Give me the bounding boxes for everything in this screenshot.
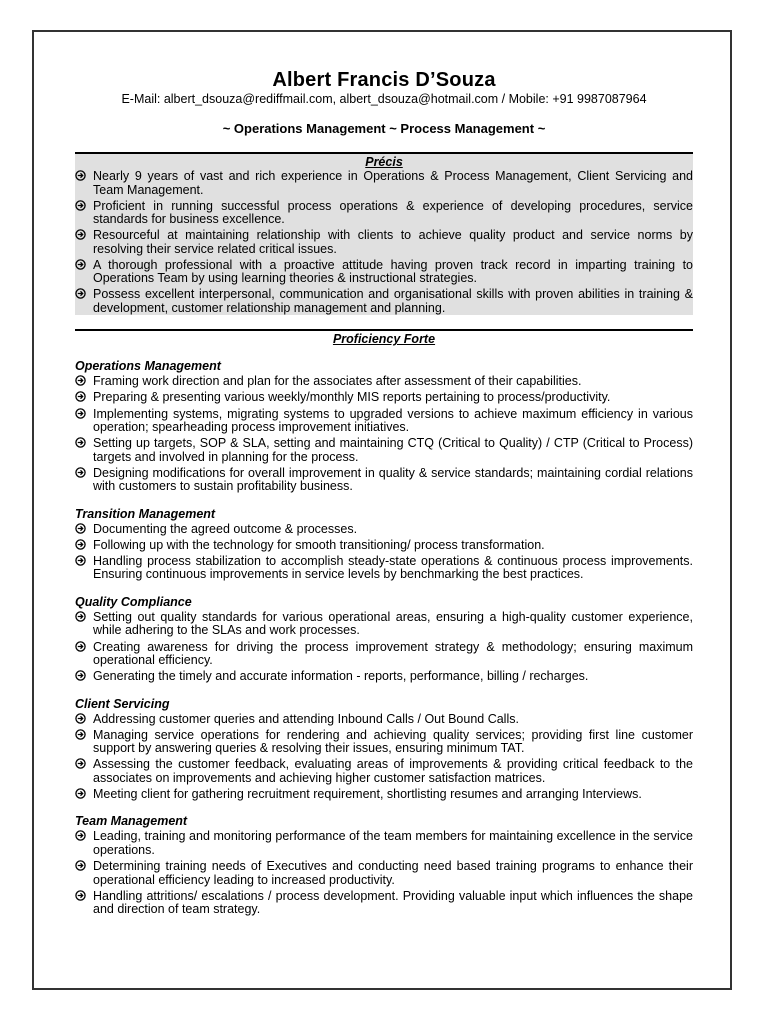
subsection-heading: Team Management xyxy=(75,814,188,829)
bullet-item xyxy=(75,523,693,537)
circled-arrow-icon xyxy=(75,758,86,772)
circled-arrow-icon xyxy=(75,391,86,405)
bullet-item xyxy=(75,830,693,857)
circled-arrow-icon xyxy=(75,408,86,422)
bullet-item xyxy=(75,611,693,638)
subsection-heading: Client Servicing xyxy=(75,696,170,711)
circled-arrow-icon xyxy=(75,437,86,451)
circled-arrow-icon xyxy=(75,288,86,302)
bullet-text: Documenting the agreed outcome & processes. xyxy=(93,521,358,536)
circled-arrow-icon xyxy=(75,523,86,537)
bullet-item xyxy=(75,288,693,315)
bullet-text: Designing modifications for overall improvement in quality & service standards; maintaining cordial relations with customers to sustain profitability business. xyxy=(93,465,693,494)
circled-arrow-icon xyxy=(75,539,86,553)
bullet-item xyxy=(75,375,693,389)
bullet-text: Preparing & presenting various weekly/monthly MIS reports pertaining to process/productivity. xyxy=(93,390,611,405)
circled-arrow-icon xyxy=(75,200,86,214)
bullet-text: Resourceful at maintaining relationship with clients to achieve quality product and service norms by resolving their service related critical issues. xyxy=(93,228,693,256)
bullet-item xyxy=(75,641,693,668)
bullet-item xyxy=(75,200,693,227)
circled-arrow-icon xyxy=(75,729,86,743)
subsection-list xyxy=(75,611,693,684)
subsection-heading: Quality Compliance xyxy=(75,594,192,609)
bullet-item xyxy=(75,788,693,802)
subsection-heading: Operations Management xyxy=(75,359,221,374)
bullet-text: Creating awareness for driving the process improvement strategy & methodology; ensuring maximum operational efficiency. xyxy=(93,639,693,668)
bullet-text: Implementing systems, migrating systems to upgraded versions to achieve maximum efficiency in various operation; spearheading process improvement initiatives. xyxy=(93,406,693,435)
bullet-text: A thorough professional with a proactive attitude having proven track record in imparting training to Operations Team by using learning theories & instructional strategies. xyxy=(93,257,693,286)
proficiency-sections xyxy=(75,359,693,916)
bullet-text: Setting up targets, SOP & SLA, setting and maintaining CTQ (Critical to Quality) / CTP (Critical to Process) targets and involved in planning for the process. xyxy=(93,436,693,464)
bullet-text: Assessing the customer feedback, evaluating areas of improvements & providing critical feedback to the associates on improvements and achieving higher customer satisfaction matrices. xyxy=(93,757,693,785)
circled-arrow-icon xyxy=(75,788,86,802)
proficiency-subsection xyxy=(75,697,693,802)
circled-arrow-icon xyxy=(75,170,86,184)
precis-list xyxy=(75,170,693,315)
circled-arrow-icon xyxy=(75,641,86,655)
bullet-text: Nearly 9 years of vast and rich experience in Operations & Process Management, Client Servicing and Team Management. xyxy=(93,169,693,197)
bullet-text: Generating the timely and accurate information - reports, performance, billing / recharges. xyxy=(93,669,589,684)
bullet-item xyxy=(75,229,693,256)
bullet-item xyxy=(75,860,693,887)
proficiency-top-rule xyxy=(75,329,693,331)
proficiency-subsection xyxy=(75,814,693,916)
circled-arrow-icon xyxy=(75,259,86,273)
proficiency-title: Proficiency Forte xyxy=(332,332,436,347)
circled-arrow-icon xyxy=(75,611,86,625)
circled-arrow-icon xyxy=(75,830,86,844)
bullet-item xyxy=(75,259,693,286)
circled-arrow-icon xyxy=(75,555,86,569)
subsection-list xyxy=(75,375,693,493)
circled-arrow-icon xyxy=(75,670,86,684)
tagline: ~ Operations Management ~ Process Management ~ xyxy=(222,121,546,136)
bullet-text: Setting out quality standards for various operational areas, ensuring a high-quality customer experience, while adhering to the SLAs and work processes. xyxy=(93,609,693,638)
circled-arrow-icon xyxy=(75,375,86,389)
bullet-item xyxy=(75,170,693,197)
bullet-text: Meeting client for gathering recruitment requirement, shortlisting resumes and arranging Interviews. xyxy=(93,786,642,801)
bullet-item xyxy=(75,467,693,494)
bullet-text: Addressing customer queries and attending Inbound Calls / Out Bound Calls. xyxy=(93,711,519,726)
bullet-text: Possess excellent interpersonal, communication and organisational skills with proven abilities in training & development, customer relationship management and planning. xyxy=(93,287,693,315)
circled-arrow-icon xyxy=(75,860,86,874)
proficiency-subsection xyxy=(75,507,693,582)
circled-arrow-icon xyxy=(75,713,86,727)
circled-arrow-icon xyxy=(75,229,86,243)
bullet-text: Determining training needs of Executives and conducting need based training programs to enhance their operational efficiency leading to increased productivity. xyxy=(93,859,693,887)
subsection-list xyxy=(75,830,693,916)
bullet-text: Proficient in running successful process operations & experience of developing procedures, service standards for business excellence. xyxy=(93,198,693,227)
bullet-text: Leading, training and monitoring performance of the team members for maintaining excellence in the service operations. xyxy=(93,829,693,857)
subsection-list xyxy=(75,713,693,802)
subsection-list xyxy=(75,523,693,582)
precis-title: Précis xyxy=(365,155,403,169)
bullet-item xyxy=(75,437,693,464)
bullet-item xyxy=(75,670,693,684)
candidate-name: Albert Francis D’Souza xyxy=(272,69,496,91)
circled-arrow-icon xyxy=(75,467,86,481)
subsection-heading: Transition Management xyxy=(75,506,216,521)
bullet-item xyxy=(75,391,693,405)
resume-content xyxy=(75,68,693,919)
proficiency-subsection xyxy=(75,595,693,684)
bullet-text: Handling process stabilization to accomplish steady-state operations & continuous process improvements. Ensuring continuous improvements in service levels by benchmarking the best practices. xyxy=(93,553,693,582)
bullet-text: Following up with the technology for smooth transitioning/ process transformation. xyxy=(93,537,545,552)
bullet-item xyxy=(75,758,693,785)
bullet-text: Handling attritions/ escalations / process development. Providing valuable input which influences the shape and direction of team strategy. xyxy=(93,888,693,917)
bullet-text: Framing work direction and plan for the associates after assessment of their capabilities. xyxy=(93,374,582,389)
bullet-item xyxy=(75,890,693,917)
circled-arrow-icon xyxy=(75,890,86,904)
bullet-text: Managing service operations for rendering and achieving quality services; providing first line customer support by answering queries & resolving their issues, ensuring minimum TAT. xyxy=(93,727,693,756)
bullet-item xyxy=(75,555,693,582)
contact-line: E-Mail: albert_dsouza@rediffmail.com, albert_dsouza@hotmail.com / Mobile: +91 9987087964 xyxy=(121,92,647,106)
bullet-item xyxy=(75,539,693,553)
bullet-item xyxy=(75,729,693,756)
proficiency-subsection xyxy=(75,359,693,493)
bullet-item xyxy=(75,713,693,727)
precis-section xyxy=(75,154,693,315)
bullet-item xyxy=(75,408,693,435)
